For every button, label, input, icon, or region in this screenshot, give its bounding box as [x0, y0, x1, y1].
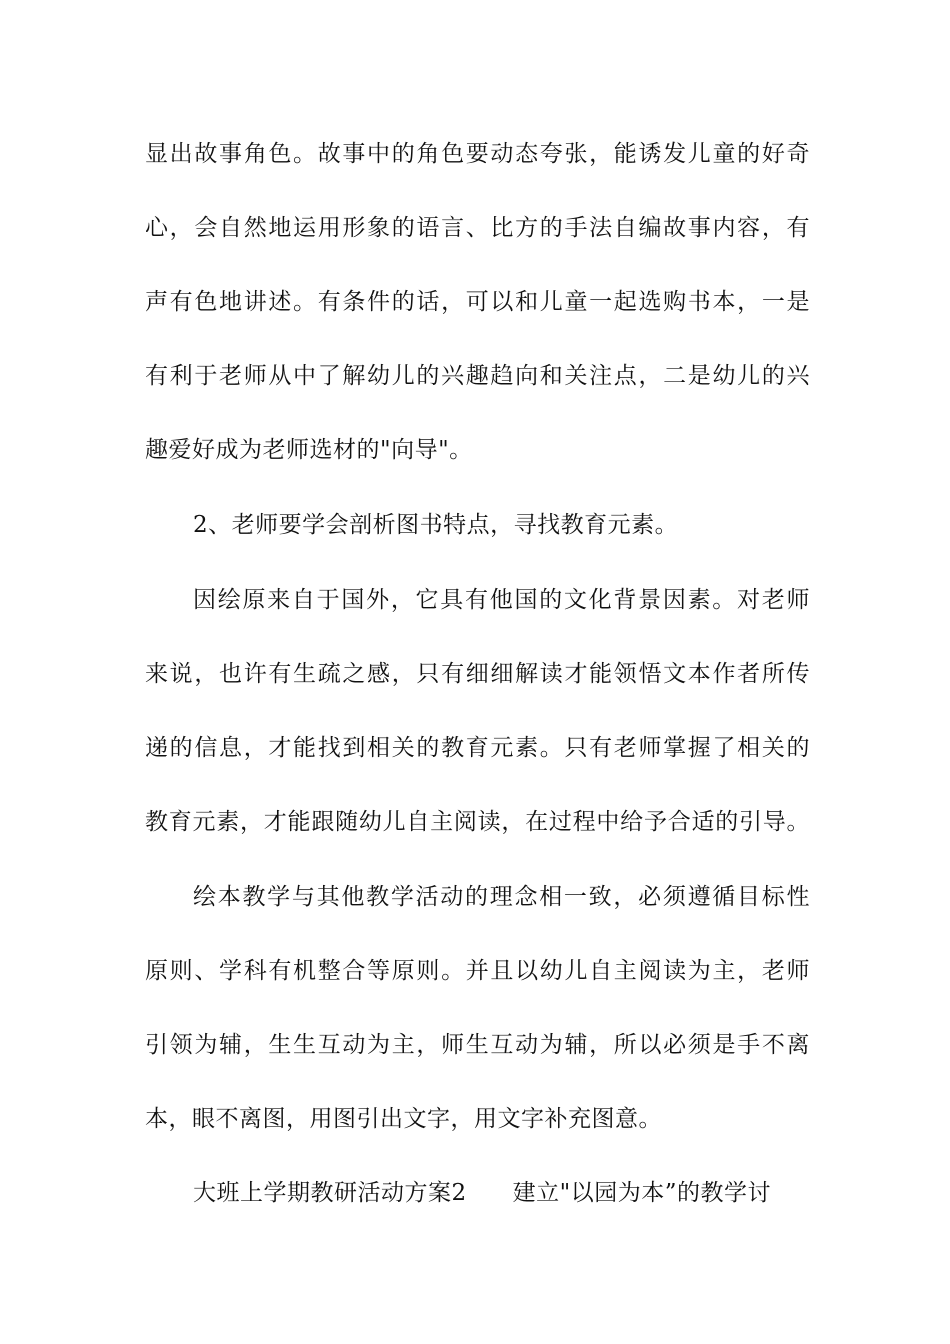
text-line: 心，会自然地运用形象的语言、比方的手法自编故事内容，有 [145, 215, 810, 241]
text-line: 教育元素，才能跟随幼儿自主阅读，在过程中给予合适的引导。 [145, 809, 810, 835]
section-heading: 2、老师要学会剖析图书特点，寻找教育元素。 [193, 512, 679, 538]
text-line: 本，眼不离图，用图引出文字，用文字补充图意。 [145, 1106, 662, 1132]
plan-title: 大班上学期教研活动方案2 [193, 1180, 467, 1206]
text-line: 来说，也许有生疏之感，只有细细解读才能领悟文本作者所传 [145, 661, 810, 687]
text-line: 递的信息，才能找到相关的教育元素。只有老师掌握了相关的 [145, 735, 810, 761]
text-line: 显出故事角色。故事中的角色要动态夸张，能诱发儿童的好奇 [145, 141, 810, 167]
text-line: 趣爱好成为老师选材的"向导"。 [145, 437, 473, 463]
text-line: 有利于老师从中了解幼儿的兴趣趋向和关注点，二是幼儿的兴 [145, 363, 810, 389]
text-line: 声有色地讲述。有条件的话，可以和儿童一起选购书本，一是 [145, 289, 810, 315]
text-line: 因绘原来自于国外，它具有他国的文化背景因素。对老师 [193, 587, 810, 613]
text-line: 原则、学科有机整合等原则。并且以幼儿自主阅读为主，老师 [145, 958, 810, 984]
text-line: 绘本教学与其他教学活动的理念相一致，必须遵循目标性 [193, 884, 810, 910]
next-section-line [193, 1173, 810, 1213]
text-line: 引领为辅，生生互动为主，师生互动为辅，所以必须是手不离 [145, 1032, 810, 1058]
plan-text: 建立"以园为本”的教学讨 [512, 1180, 771, 1206]
